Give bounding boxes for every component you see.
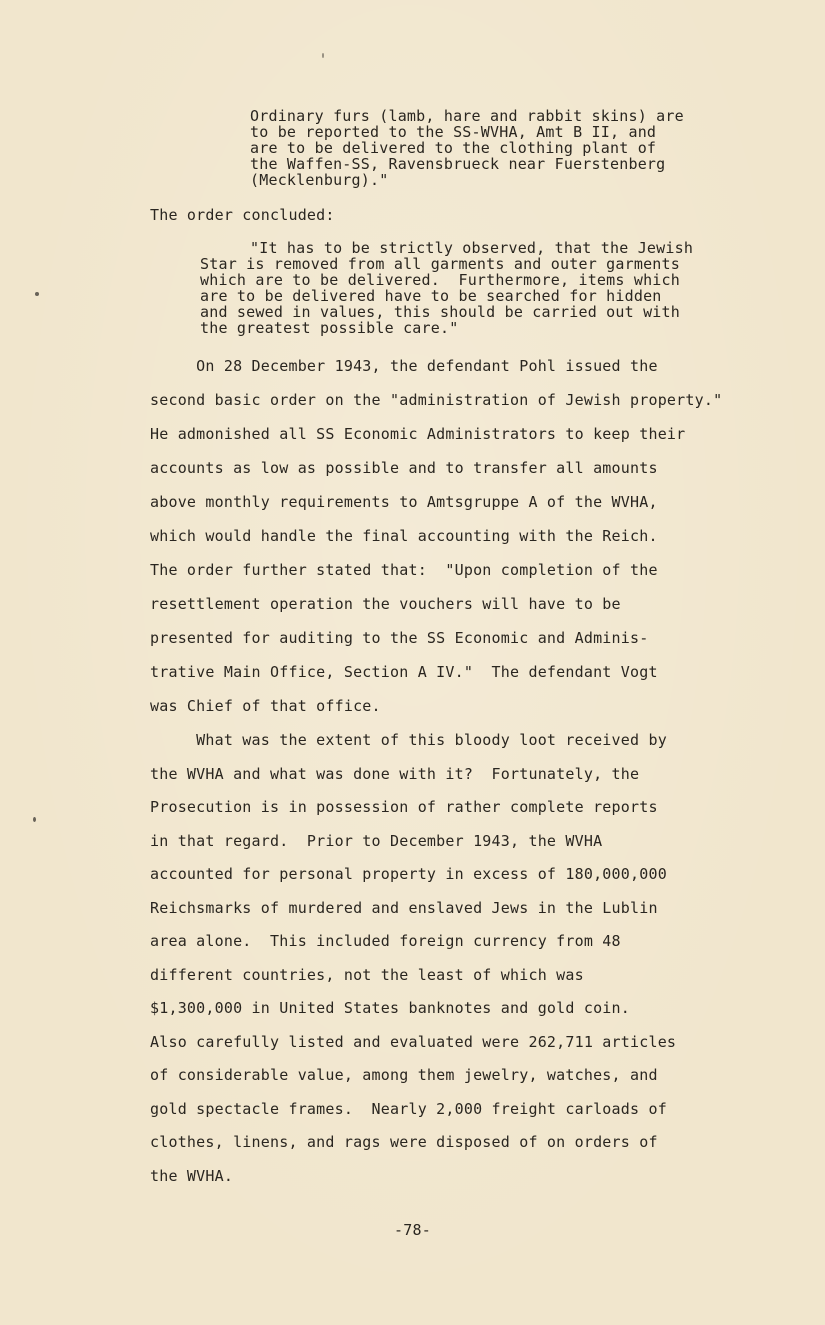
paragraph-line: the WVHA and what was done with it? Fortunately, the [150,764,640,783]
paragraph-line: of considerable value, among them jewelry, watches, and [150,1066,658,1084]
paragraph-line: area alone. This included foreign currency from 48 [150,932,621,950]
quote-star-line: "It has to be strictly observed, that the Jewish [250,239,694,257]
paragraph-line: accounted for personal property in excess of 180,000,000 [150,865,667,883]
quote-furs-line: Ordinary furs (lamb, hare and rabbit skins) are [250,107,684,125]
paragraph-line: above monthly requirements to Amtsgruppe A of the WVHA, [150,493,658,511]
quote-star-line: are to be delivered have to be searched for hidden [200,287,662,305]
paragraph-line: clothes, linens, and rags were disposed of on orders of [150,1133,658,1151]
paragraph-line: trative Main Office, Section A IV." The defendant Vogt [150,663,658,681]
order-concluded-heading: The order concluded: [150,206,335,224]
paragraph-line: gold spectacle frames. Nearly 2,000 freight carloads of [150,1099,667,1118]
paragraph-line: $1,300,000 in United States banknotes and gold coin. [150,999,630,1017]
quote-furs-line: (Mecklenburg)." [250,171,389,189]
paragraph-line: second basic order on the "administration of Jewish property." [150,391,723,409]
quote-furs-line: to be reported to the SS-WVHA, Amt B II, and [250,123,657,141]
paragraph-line: in that regard. Prior to December 1943, the WVHA [150,831,603,850]
paragraph-line: was Chief of that office. [150,697,381,715]
paragraph-line: which would handle the final accounting with the Reich. [150,527,658,545]
paragraph-line: He admonished all SS Economic Administrators to keep their [150,425,686,443]
quote-furs-line: the Waffen-SS, Ravensbrueck near Fuerstenberg [250,155,666,173]
quote-star-line: the greatest possible care." [200,319,459,337]
paragraph-line: What was the extent of this bloody loot received by [150,731,667,749]
paragraph-line: Prosecution is in possession of rather complete reports [150,798,658,816]
paragraph-line: On 28 December 1943, the defendant Pohl issued the [150,357,658,375]
ink-speck [33,817,36,822]
paragraph-line: accounts as low as possible and to transfer all amounts [150,459,658,477]
quote-furs-line: are to be delivered to the clothing plant of [250,139,657,157]
paragraph-line: resettlement operation the vouchers will have to be [150,595,621,613]
paragraph-line: Also carefully listed and evaluated were 262,711 articles [150,1032,677,1051]
paragraph-line: presented for auditing to the SS Economic and Adminis- [150,629,649,647]
ink-speck [322,53,324,58]
paragraph-line: The order further stated that: "Upon completion of the [150,561,658,579]
ink-speck [35,292,39,296]
paragraph-line: the WVHA. [150,1166,234,1185]
quote-star-line: which are to be delivered. Furthermore, items which [200,271,680,289]
paragraph-line: Reichsmarks of murdered and enslaved Jews in the Lublin [150,898,658,917]
quote-star-line: Star is removed from all garments and outer garments [200,255,680,273]
quote-star-line: and sewed in values, this should be carried out with [200,303,680,321]
paragraph-line: different countries, not the least of which was [150,965,584,984]
page-number: -78- [394,1221,431,1239]
